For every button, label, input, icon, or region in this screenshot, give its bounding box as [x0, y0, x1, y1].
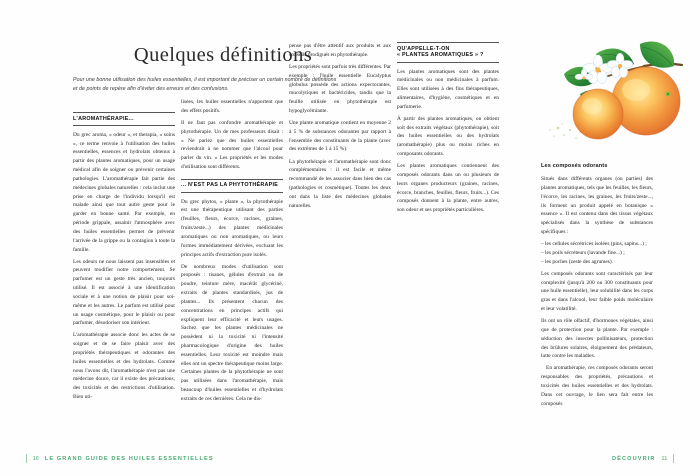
footer-left — [26, 454, 214, 463]
footer-section-label: DÉCOUVRIR — [612, 455, 656, 462]
page-number-right: 11 — [661, 455, 668, 462]
paragraph: Les composés odorants sont caractérisés par leur complexité (jusqu'à 200 ou 300 constituants pour une huile essentielle), leur solubilité dans les corps gras et dans l'alcool, leur faible poids moléculaire et leur volatilité. — [541, 270, 653, 313]
page-number-left: 10 — [32, 455, 39, 462]
paragraph: De nombreux modes d'utilisation sont proposés : tisanes, gélules d'extrait ou de poudre, teinture mère, macérât glycériné, extraits de plantes standardisés, jus de plantes... Ils présentent chacun des concentrations en principes actifs qui expliquent leur efficacité et leurs usages. Sachez que les plantes médicinales ne possèdent ni la toxicité ni l'intensité pharmacologique d'origine des huiles essentielles. Leur toxicité est moindre mais elles ont un spectre thérapeutique moins large. Certaines plantes de la phytothérapie ne sont pas utilisées dans l'aromathérapie, mais beaucoup d'huiles essentielles et d'hydrolats extraits de ces dernières. Cela ne dis- — [181, 263, 283, 402]
paragraph: pense pas d'être attentif aux produits et aux conseils prodigués en phytothérapie. — [289, 43, 391, 58]
paragraph: Du grec phytos, « plante », la phytothérapie est une thérapeutique utilisant des parties (feuilles, fleurs, écorce, racines, graines, fruits/zeste...) des plantes médicinales aromatiques ou non aromatiques, ou leurs formes immédiatement dérivées, excluant les principes actifs d'extraction pure isolés. — [181, 198, 283, 258]
heading-line-2: « PLANTES AROMATIQUES » ? — [397, 52, 484, 59]
paragraph: En aromathérapie, ces composés odorants seront responsables des propriétés, précautions et toxicités des huiles essentielles et des hydrolats. Dans cet ouvrage, le lien sera fait entre les composés — [541, 365, 653, 407]
heading-line-1: QU'APPELLE-T-ON — [397, 45, 450, 52]
section-heading-plantes-aromatiques — [397, 42, 499, 63]
paragraph: Les plantes aromatiques contiennent des composés odorants dans un ou plusieurs de leurs organes producteurs (graines, racines, écorce, branches, feuilles, fleurs, fruits...). Ces composés donnent à la plante, entre autres, son odeur et ses propriétés particulières. — [397, 163, 499, 214]
list-item: – les poches (zeste des agrumes). — [541, 258, 653, 267]
footer-divider-right — [673, 454, 674, 463]
paragraph: L'aromathérapie associe donc les actes de se soigner et de se faire plaisir avec des propriétés thérapeutiques et odorantes des huiles essentielles et des hydrolats. Comme nous l'avons dit, l'aromathérapie n'est pas une médecine douce, car il existe des précautions, des toxicités et des restrictions d'utilisation. Bien uti- — [73, 332, 175, 401]
text-column-4 — [397, 42, 499, 218]
footer-right — [612, 454, 674, 463]
paragraph: Les odeurs ne nous laissent pas insensibles et peuvent modifier notre comportement. Se parfumer est un geste très ancien, toujours utilisé. Il est associé à une identification sociale et à une notion de plaisir pour soi-même et les autres. Le parfum est utilisé pour un usage cosmétique, pour le plaisir ou pour parfumer, désodoriser son intérieur. — [73, 258, 175, 327]
intro-paragraph: Pour une bonne utilisation des huiles essentielles, il est important de préciser un certain nombre de définitions et de points de repère afin d'éviter des erreurs et des confusions. — [73, 77, 337, 92]
text-column-1 — [73, 112, 175, 405]
bullet-list — [541, 240, 653, 266]
footer-divider-left — [26, 454, 27, 463]
paragraph: La phytothérapie et l'aromathérapie sont donc complémentaires : il est facile et même recommandé de les associer dans bien des cas (pathologies et cosmétique). Toutes les deux ont dans la liste des médecines globales naturelles. — [289, 158, 391, 209]
paragraph: lisées, les huiles essentielles n'apportent que des effets positifs. — [181, 99, 283, 114]
section-heading-phytotherapie: ... N'EST PAS LA PHYTOTHÉRAPIE — [181, 179, 283, 193]
section-heading-aromatherapie: L'AROMATHÉRAPIE... — [73, 112, 175, 126]
oranges-illustration-svg — [536, 8, 696, 158]
paragraph: Les plantes aromatiques sont des plantes médicinales ou non médicinales à parfum. Elles sont utilisées à des fins thérapeutiques, alimentaires, d'hygiène, cosmétiques et en parfumerie. — [397, 68, 499, 110]
oranges-illustration — [536, 8, 696, 158]
paragraph: Les propriétés sont parfois très différentes. Par exemple : l'huile essentielle Eucalyptus globulus possède des actions expectorantes, mucolytiques et bactéricides, tandis que la feuille utilisée en phytothérapie est hypoglycémiante. — [289, 63, 391, 114]
list-item: – les cellules sécrétrices isolées (pins, sapins...) ; — [541, 240, 653, 249]
footer-book-title: LE GRAND GUIDE DES HUILES ESSENTIELLES — [44, 455, 214, 462]
paragraph: Situés dans différents organes (ou parties) des plantes aromatiques, tels que les feuilles, les fleurs, l'écorce, les racines, les graines, les fruits/zeste..., ils forment un produit appelé en botanique « essence ». Il est contenu dans des tissus végétaux spécialisés dans la synthèse de substances spécifiques : — [541, 176, 653, 236]
paragraph: Il ne faut pas confondre aromathérapie et phytothérapie. Un de mes professeurs disait : « Ne parlez que des huiles essentielles reviendrait à ne nommer que l'alcool pour parler du vin. » Les propriétés et les modes d'utilisation sont différents. — [181, 119, 283, 170]
text-column-5 — [541, 162, 653, 412]
list-item: – les poils sécréteurs (lavande fine...) ; — [541, 249, 653, 258]
text-column-2 — [181, 98, 283, 407]
subheading-composes-odorants: Les composés odorants — [541, 163, 608, 169]
paragraph: Une plante aromatique contient en moyenne 2 à 5 % de substances odorantes par rapport à l'ensemble des constituants de la plante (avec des extrêmes de 1 à 15 %). — [289, 120, 391, 153]
text-column-3 — [289, 42, 391, 214]
paragraph: Ils ont un rôle olfactif, d'hormones végétales, ainsi que de protection pour la plante. Par exemple : séduction des insectes pollinisateurs, protection des brûlures solaires, éloignement des prédateurs, lutte contre les maladies. — [541, 318, 653, 360]
paragraph: À partir des plantes aromatiques, on obtient soit des extraits végétaux (phytothérapie), soit des huiles essentielles ou des hydrolats (aromathérapie) plus ou moins riches en composants odorants. — [397, 115, 499, 158]
page-title: Quelques définitions — [133, 44, 313, 66]
paragraph: Du grec aroma, « odeur », et therapia, « soins », ce terme renvoie à l'utilisation des huiles essentielles, essences et hydrolats obtenus à partir des plantes aromatiques, pour un usage médical afin de soigner ou prévenir certaines pathologies. L'aromathérapie fait partie des médecines globales naturelles : cela inclut une prise en charge de l'individu lorsqu'il est malade ainsi que tout autre geste pour le garder en bonne santé. Par exemple, en période grippale, assainir l'atmosphère avec des huiles essentielles permet de prévenir l'arrivée de la grippe ou la contagion à toute la famille. — [73, 131, 175, 253]
